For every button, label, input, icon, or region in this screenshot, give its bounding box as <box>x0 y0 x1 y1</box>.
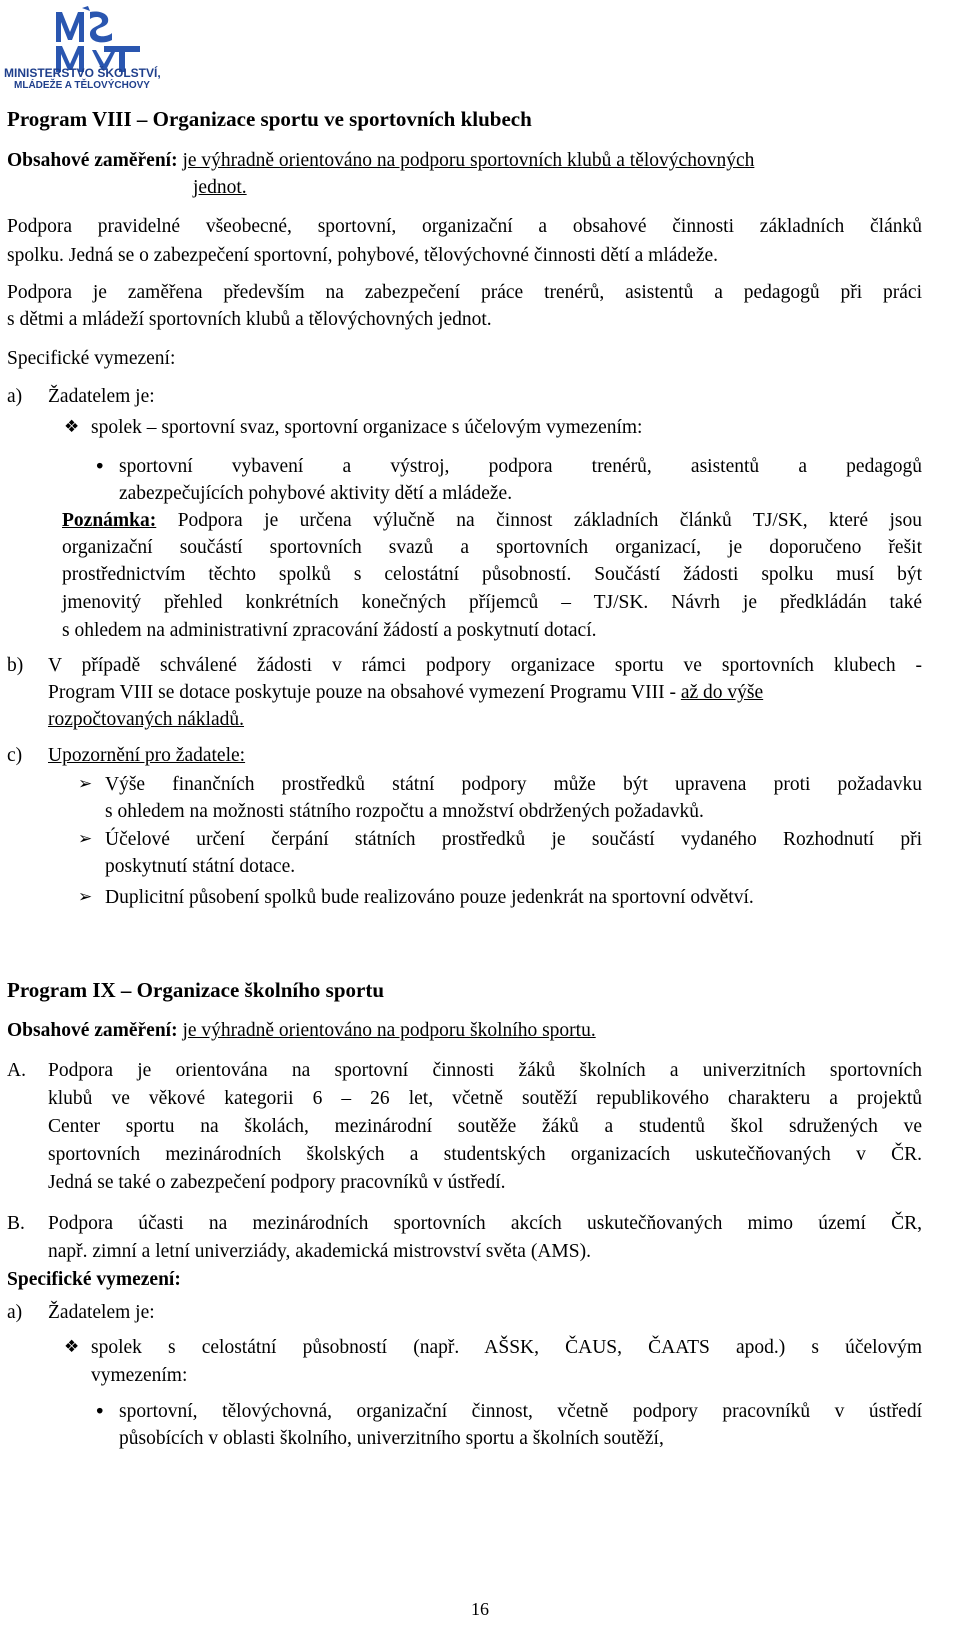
item-A-marker: A. <box>7 1060 26 1081</box>
program-viii-focus <box>7 147 922 174</box>
focus-text: je výhradně orientováno na podporu sportovních klubů a tělovýchovných <box>182 150 755 171</box>
note-label: Poznámka: <box>62 510 157 531</box>
p8-note-line3: prostřednictvím těchto spolků s celostátní působností. Součástí žádosti spolku musí být <box>62 564 922 585</box>
p8-note-line2: organizační součástí sportovních svazů a sportovních organizací, je doporučeno řešit <box>62 537 922 558</box>
program-viii-title: Program VIII – Organizace sportu ve sportovních klubech <box>7 107 532 131</box>
p8-para2-line2: s dětmi a mládeží sportovních klubů a tělovýchovných jednot. <box>7 309 492 330</box>
p9-applicant-line2: vymezením: <box>91 1365 188 1386</box>
p9-B-line1: Podpora účasti na mezinárodních sportovních akcích uskutečňovaných mimo území ČR, <box>48 1213 922 1234</box>
p8-b-line2 <box>48 679 922 706</box>
p9-A-line1: Podpora je orientována na sportovní činnosti žáků školních a univerzitních sportovních <box>48 1060 922 1081</box>
p8-note-line1 <box>62 507 922 534</box>
b-line2-plain: Program VIII se dotace poskytuje pouze na obsahové vymezení Programu VIII - <box>48 682 681 703</box>
p8-b-line3: rozpočtovaných nákladů. <box>48 709 245 730</box>
p8-c1-line2: s ohledem na možnosti státního rozpočtu a množství obdržených požadavků. <box>105 801 704 822</box>
p8-bullet-line2: zabezpečujících pohybové aktivity dětí a mládeže. <box>119 483 513 504</box>
bullet-icon: • <box>94 455 106 478</box>
p9-A-line5: Jedná se také o zabezpečení podpory pracovníků v ústředí. <box>48 1172 506 1193</box>
specific-definition-label: Specifické vymezení: <box>7 1269 181 1290</box>
p8-note-line5: s ohledem na administrativní zpracování žádostí a poskytnutí dotací. <box>62 620 597 641</box>
p9-A-line2: klubů ve věkové kategorii 6 – 26 let, včetně soutěží republikového charakteru a projektů <box>48 1088 922 1109</box>
p8-note-line4: jmenovitý přehled konkrétních konečných příjemců – TJ/SK. Návrh je předkládán také <box>62 592 922 613</box>
focus-text: je výhradně orientováno na podporu školního sportu. <box>182 1020 596 1041</box>
program-ix-focus <box>7 1017 596 1044</box>
p8-para2-line1: Podpora je zaměřena především na zabezpečení práce trenérů, asistentů a pedagogů při práci <box>7 282 922 303</box>
bullet-icon: • <box>94 1400 106 1423</box>
diamond-bullet-icon: ❖ <box>64 1337 80 1357</box>
focus-label: Obsahové zaměření: <box>7 1020 178 1041</box>
p8-para1-line1: Podpora pravidelné všeobecné, sportovní, organizační a obsahové činnosti základních článků <box>7 216 922 237</box>
item-a-text: Žadatelem je: <box>48 1302 155 1323</box>
arrow-bullet-icon: ➢ <box>78 829 93 849</box>
page-number: 16 <box>471 1599 489 1619</box>
p9-A-line4: sportovních mezinárodních školských a studentských organizacích uskutečňovaných v ČR. <box>48 1144 922 1165</box>
item-a-marker: a) <box>7 386 23 407</box>
specific-definition-label: Specifické vymezení: <box>7 348 176 369</box>
focus-text-cont: jednot. <box>193 177 247 198</box>
p8-c2-line1: Účelové určení čerpání státních prostředků je součástí vydaného Rozhodnutí při <box>105 829 922 850</box>
b-line2-underlined: až do výše <box>680 682 764 703</box>
focus-label: Obsahové zaměření: <box>7 150 178 171</box>
arrow-bullet-icon: ➢ <box>78 774 93 794</box>
program-ix-title: Program IX – Organizace školního sportu <box>7 978 385 1002</box>
item-a-text: Žadatelem je: <box>48 386 155 407</box>
logo-line-2: MLÁDEŽE A TĚLOVÝCHOVY <box>14 80 150 91</box>
p9-applicant-line1: spolek s celostátní působností (např. AŠSK, ČAUS, ČAATS apod.) s účelovým <box>91 1337 922 1358</box>
p9-bullet-line1: sportovní, tělovýchovná, organizační činnost, včetně podpory pracovníků v ústředí <box>119 1401 922 1422</box>
item-a-marker: a) <box>7 1302 23 1323</box>
p8-c-text: Upozornění pro žadatele: <box>48 745 246 766</box>
logo-line-1: MINISTERSTVO ŠKOLSTVÍ, <box>4 66 161 80</box>
note-text: Podpora je určena výlučně na činnost základních článků TJ/SK, které jsou <box>177 510 922 531</box>
p8-c2-line2: poskytnutí státní dotace. <box>105 856 296 877</box>
item-c-marker: c) <box>7 745 23 766</box>
p8-applicant-text: spolek – sportovní svaz, sportovní organizace s účelovým vymezením: <box>91 417 643 438</box>
p8-c1-line1: Výše finančních prostředků státní podpory může být upravena proti požadavku <box>105 774 922 795</box>
p8-bullet-line1: sportovní vybavení a výstroj, podpora trenérů, asistentů a pedagogů <box>119 456 922 477</box>
p8-c3-line1: Duplicitní působení spolků bude realizováno pouze jedenkrát na sportovní odvětví. <box>105 887 754 908</box>
p9-A-line3: Center sportu na školách, mezinárodní soutěže žáků a studentů škol sdružených ve <box>48 1116 922 1137</box>
diamond-bullet-icon: ❖ <box>64 417 80 437</box>
item-B-marker: B. <box>7 1213 25 1234</box>
p9-B-line2: např. zimní a letní univerziády, akademická mistrovství světa (AMS). <box>48 1241 591 1262</box>
arrow-bullet-icon: ➢ <box>78 887 93 907</box>
p8-para1-line2: spolku. Jedná se o zabezpečení sportovní, pohybové, tělovýchovné činnosti dětí a mládeže. <box>7 245 718 266</box>
item-b-marker: b) <box>7 655 24 676</box>
p8-b-line1: V případě schválené žádosti v rámci podpory organizace sportu ve sportovních klubech - <box>48 655 922 676</box>
p9-bullet-line2: působících v oblasti školního, univerzitního sportu a školních soutěží, <box>119 1428 664 1449</box>
